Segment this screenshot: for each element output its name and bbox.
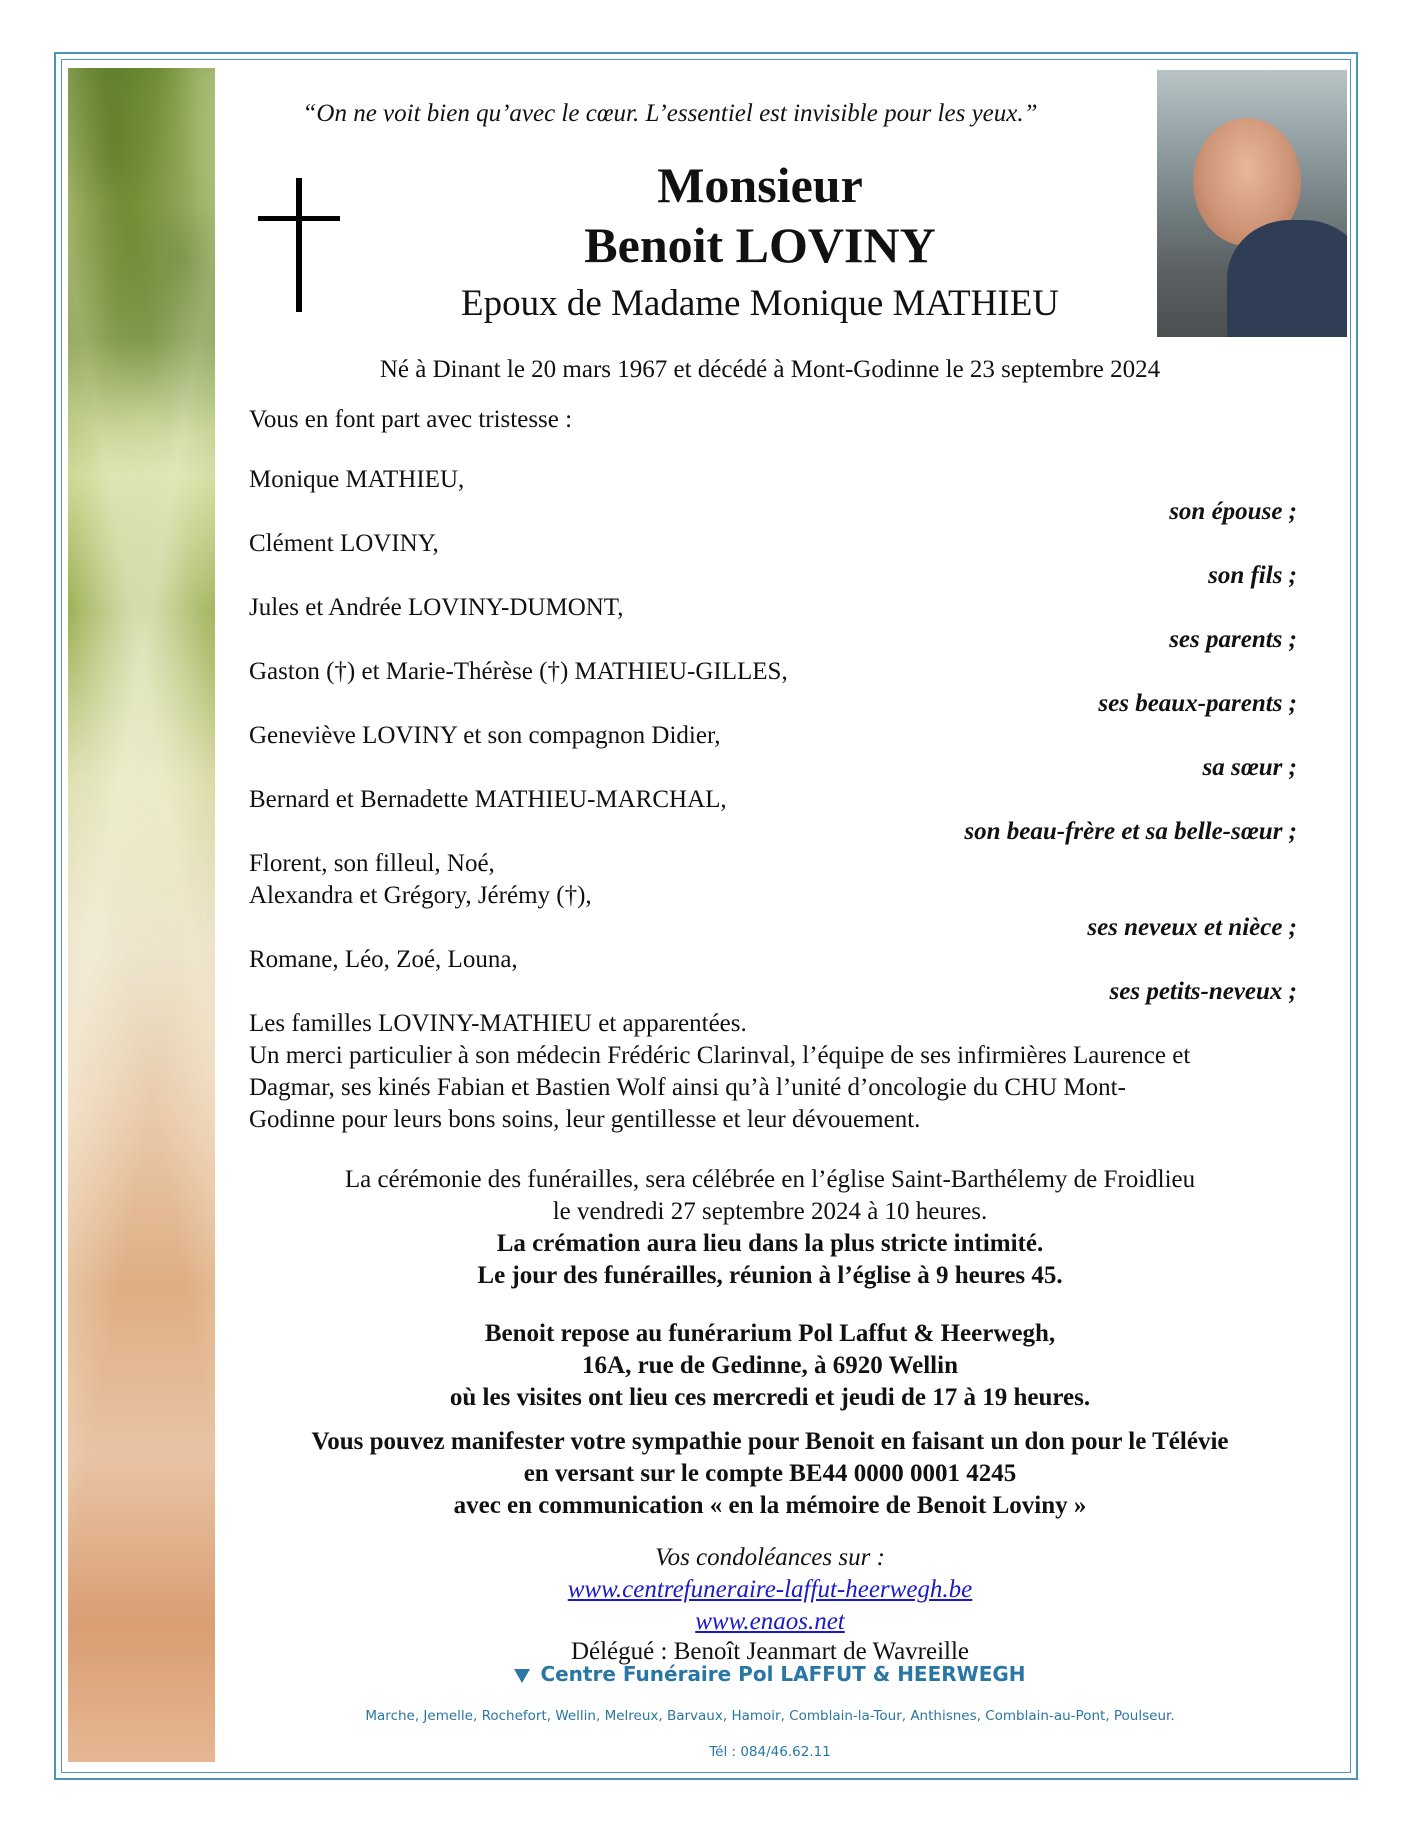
condolences-label: Vos condoléances sur : [655,1544,885,1571]
funeral-website-link[interactable]: www.centrefuneraire-laffut-heerwegh.be [567,1576,973,1603]
ceremony-line: La cérémonie des funérailles, sera célébrée en l’église Saint-Barthélemy de Froidlieu [344,1166,1196,1193]
family-relation: son épouse ; [1169,498,1297,525]
forest-path-image [68,68,215,1762]
family-relation: ses beaux-parents ; [1098,690,1297,717]
family-name: Clément LOVINY, [249,530,439,557]
family-name: Monique MATHIEU, [249,466,465,493]
family-name: Romane, Léo, Zoé, Louna, [249,946,518,973]
quote: “On ne voit bien qu’avec le cœur. L’essentiel est invisible pour les yeux.” [302,100,1038,127]
family-relation: son beau-frère et sa belle-sœur ; [964,818,1297,845]
brand-name: Centre Funéraire Pol LAFFUT & HEERWEGH [540,1662,1026,1686]
donation-line: Vous pouvez manifester votre sympathie pour Benoit en faisant un don pour le Télévie [311,1428,1229,1455]
spouse-line: Epoux de Madame Monique MATHIEU [460,283,1060,324]
family-name: Gaston (†) et Marie-Thérèse (†) MATHIEU-GILLES, [249,658,788,685]
family-relation: ses neveux et nièce ; [1087,914,1297,941]
family-name: Florent, son filleul, Noé, [249,850,495,877]
cross-icon [258,178,340,312]
funerarium-line: où les visites ont lieu ces mercredi et jeudi de 17 à 19 heures. [449,1384,1091,1411]
family-relation: ses parents ; [1169,626,1297,653]
family-relation: son fils ; [1208,562,1297,589]
cremation-line: La crémation aura lieu dans la plus stricte intimité. [496,1230,1044,1257]
family-name: Bernard et Bernadette MATHIEU-MARCHAL, [249,786,727,813]
families-line: Les familles LOVINY-MATHIEU et apparentées. [249,1010,747,1037]
family-relation: sa sœur ; [1202,754,1297,781]
family-relation: ses petits-neveux ; [1109,978,1297,1005]
thanks-line: Dagmar, ses kinés Fabian et Bastien Wolf ainsi qu’à l’unité d’oncologie du CHU Mont- [249,1074,1126,1101]
thanks-line: Un merci particulier à son médecin Frédéric Clarinval, l’équipe de ses infirmières Laurence et [249,1042,1191,1069]
thanks-line: Godinne pour leurs bons soins, leur gentillesse et leur dévouement. [249,1106,921,1133]
brand-line [240,1662,1300,1686]
towns-line: Marche, Jemelle, Rochefort, Wellin, Melreux, Barvaux, Hamoir, Comblain-la-Tour, Anthisnes, Comblain-au-Pont, Poulseur. [365,1708,1175,1724]
enaos-link[interactable]: www.enaos.net [695,1608,845,1635]
donation-line: en versant sur le compte BE44 0000 0001 4245 [523,1460,1017,1487]
family-name: Jules et Andrée LOVINY-DUMONT, [249,594,624,621]
funerarium-line: 16A, rue de Gedinne, à 6920 Wellin [582,1352,958,1379]
donation-line: avec en communication « en la mémoire de Benoit Loviny » [453,1492,1087,1519]
family-name: Alexandra et Grégory, Jérémy (†), [249,882,592,909]
deceased-name: Benoit LOVINY [584,217,936,273]
funerarium-line: Benoit repose au funérarium Pol Laffut & Heerwegh, [484,1320,1056,1347]
intro-line: Vous en font part avec tristesse : [249,406,573,433]
family-name: Geneviève LOVINY et son compagnon Didier, [249,722,721,749]
ceremony-line: le vendredi 27 septembre 2024 à 10 heures. [552,1198,988,1225]
birth-death-line: Né à Dinant le 20 mars 1967 et décédé à Mont-Godinne le 23 septembre 2024 [379,356,1161,383]
delegate-line: Délégué : Benoît Jeanmart de Wavreille [570,1638,970,1665]
meeting-line: Le jour des funérailles, réunion à l’église à 9 heures 45. [477,1262,1063,1289]
triangle-down-icon [514,1669,530,1683]
portrait-photo [1157,70,1347,337]
phone-line: Tél : 084/46.62.11 [709,1744,831,1760]
title-honorific: Monsieur [657,157,863,213]
